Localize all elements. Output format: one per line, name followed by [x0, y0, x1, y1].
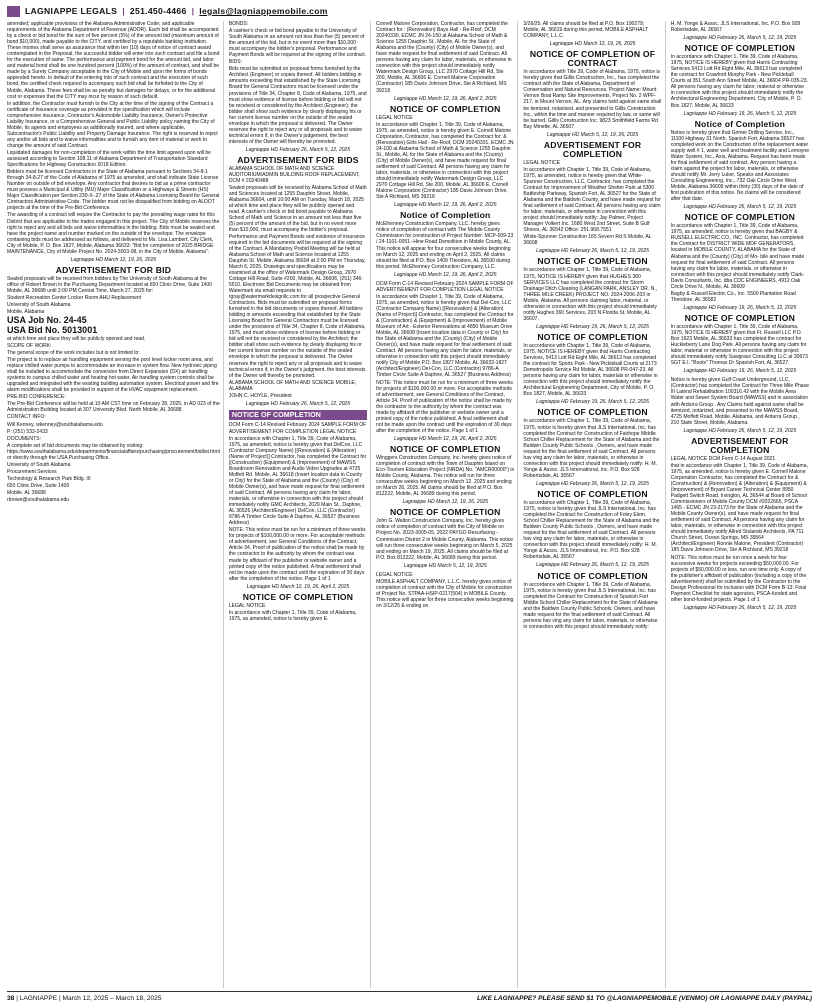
publication-run-dates: Lagniappe HD March 12, 19, 26, April 2, 2025	[394, 435, 497, 442]
publication-run-dates: Lagniappe HD February 26, March 5, 12, 19, 2025	[683, 204, 797, 211]
notice-paragraph: Notice is hereby given Gulf Coast Underground, LLC, (Contractor) has completed the Contract for Three Mile Phase III Lateral Rehabilitation 100316.42 with the Mobile Area Water and Sewer System Board (MAWSS) and in association with Ardurra Group . Any Claims held against same shall be itemized, notarized, and presented to the MAWSS Board, 4725 Moffett Road, Mobile, Alabama, and Ardurra Group , 210 State Street, Mobile, Alabama.	[670, 377, 809, 426]
notice-heading: NOTICE OF COMPLETION OF CONTRACT	[529, 49, 656, 69]
bid-number: USA Job No. 24-45	[7, 315, 87, 326]
notice-paragraph: The Pre-Bid Conference will be held at 10 AM CST time on February 28, 2025, in AD 023 of the Administration Building located at 307 University Blvd. North Mobile, AL 36688	[7, 401, 220, 414]
notice-paragraph: LEGAL NOTICE	[523, 159, 560, 166]
publication-run-dates: Lagniappe HD February 26, March 5, 12, 19, 2025	[683, 35, 797, 42]
notice-paragraph: LEGAL NOTICE	[228, 602, 266, 609]
notice-paragraph: DCM Form C-14 Revised February 2024 SAMPLE FORM OF ADVERTISEMENT FOR COMPLETION LEGAL NOTICE	[376, 280, 514, 293]
notice-heading: ADVERTISEMENT FOR COMPLETION	[543, 139, 642, 159]
header-separator: |	[122, 6, 125, 16]
publication-run-dates: Lagniappe HD February 26, March 5, 12, 19, 2025	[536, 562, 649, 569]
column-3	[376, 21, 518, 988]
notice-paragraph: In accordance with Chapter 1, Title 39, Code of Alabama, 1975, as amended, notice is hereby given E. Cornell Malone Corporation, Contractor, has completed the Contract for: & (Renovation) Girls Hall - Re-Roof, DCM 20240331, ECMC JN 24-100 at Alabama School of Math & Science 1255 Dauphin St., Mobile, AL for the State of Alabama and the (County) (City) of Mobile Owner(s), and have made request for final settlement of said Contract. All persons having any claim for labor, materials, or otherwise in connection with this project should immediately notify Watermark Design Group, LLC 2970 Cottage Hill Rd, Ste 200, Mobile, AL 36606 E. Cornell Malone Corporation (Contractor) 185 Davis Johnson Drive, Ste A Richland, MS 39218	[376, 121, 514, 201]
notice-paragraph: Mobile, AL 36688	[7, 489, 46, 496]
notice-paragraph: In addition, the Contractor must furnish to the City at the time of the signing of the Contract a certificate of insurance coverage as provided in the specification which will include comprehensive insurance, Contractor's Automobile Liability Insurance, Owner's Protective Liability Insurance, or a Comprehensive General and Public Liability policy naming the City of Mobile, its agents and employees as additionally insured, and where applicable, Subcontractor's Public Liability and Property Damage Insurance. The right is reserved to reject any and/or all bids and to waive informalities and to furnish any item of material or work to change the amount of said Contract.	[7, 100, 218, 149]
notice-paragraph: University of South Alabama	[7, 461, 71, 468]
notice-paragraph: NOTE: This notice must be run once a week for four successive weeks for projects exceeding $50,000.00. For projects of $50,000.00 or less, run one time only. A copy of the publisher's affidavit of publication (including a copy of the advertisement) shall be submitted by the Contractor to the Design Professional for inclusion with DCM Form B-13: Final Payment Checklist for state agencies, PSCA-funded and other bond-funded projects. Page 1 of 1	[670, 554, 807, 603]
notice-paragraph: In accordance with Chapter 1, Title 39, Code of Alabama, 1975, NOTICE IS HEREBY given that Harris Contracting Services, 5413 Lott Rd Eight Mile, AL 36613 has completed the contract for Sports Park - New Pickleball Courts at 2173 Demetropolis Service Rd Mobile, AL 36608 PR-047-23. All persons having any claim for labor, materials or otherwise in connection with this project should immediately notify the Architectural Engineering Department, City of Mobile, P. O. Box 1827, Mobile, AL 36633	[523, 342, 658, 398]
section-marker-icon	[7, 6, 20, 17]
notice-paragraph: LEGAL NOTICE	[376, 114, 413, 121]
publication-run-dates: Lagniappe HD February 19, 26, March 5, 12, 2025	[683, 110, 797, 117]
notice-paragraph: In accordance with Title 39, Code of Alabama, 1975, notice is hereby given that Gillis Construction, Inc., has completed the contract with the State of Alabama, Department of Conservation and Natural Resources. Project Name: Mount Vernon Boat Ramp Site Improvements, Project No. 2 WPF-217, in Mount Vernon, AL. Any claims held against same shall be itemized, notarized, and presented to Gillis Construction Inc., within the time and manner required by law, or same will be barred. Gillis Construction Inc. 9823 Smithfield Farms Rd Bay Minette, AL 36507	[523, 69, 662, 130]
notice-paragraph: PRE-BID CONFERENCE:	[7, 394, 66, 401]
notice-paragraph: A complete set of bid documents may be obtained by visiting: https://www.southalabama.edu/departments/financialaffairs/purchasing/procurement/bidlist.html or directly through the USA Purchasing Office.	[7, 442, 220, 461]
column-2	[229, 21, 371, 988]
notice-paragraph: Procurement Services	[7, 468, 57, 475]
notice-heading: ADVERTISEMENT FOR COMPLETION	[691, 435, 789, 455]
notice-paragraph: 3/26/25. All claims should be filed at P.O. Box 190279; Mobile, AL 36619 during this period. MOBILE ASPHALT COMPANY, L.L.C.	[523, 21, 648, 40]
notice-paragraph: Sealed proposals will be received by Alabama School of Math and Sciences located at 1255 Dauphin Street, Mobile, Alabama 36604, until 10:00 AM on Tuesday, March 18, 2025 at which time and place they will be publicly opened and read. A cashier's check or bid bond payable to Alabama School of Math and Science in an amount not less than five (5) percent of the amount of the bid, but in no event more than $10,000, must accompany the bidder's proposal. Performance and Payment Bonds and evidence of insurance required in the bid documents will be required at the signing of the Contract. A Mandatory Prebid Meeting will be held at Alabama School of Math and Science located at 1255 Dauphin St. Mobile, Alabama 36604 at 2:00 PM on Thursday, March 6, 2025. Drawings and specifications may be examined at the office of Watermark Design Group, 2970 Cottage Hill Road, Suite #200, Mobile, AL 36606, (251) 346-5510. Electronic Bid Documents may be obtained from Watermark via email requests to rgray@watermarkdesignllc.com for all prospective General Contractors. Bids must be submitted on proposal forms furnished in the bid documents or copies thereof. All bidders bidding in amounts exceeding that established by the State Licensing Board for General Contractors must be licensed under the provisions of Title 34, Chapter 8, Code of Alabama, 1975, and must show evidence of license before bidding or bid will not be received or considered by the Architect; the bidder shall show such evidence by clearly displaying his or her current license number on the outside of the sealed envelope in which the proposal is delivered. The Owner reserves the right to reject any or all proposals and to waive technical errors if, in the Owner's judgment, the best interests of the Owner will thereby be promoted.	[228, 185, 367, 379]
publication-run-dates: Lagniappe HD March 5, 12, 19, 2025	[403, 562, 487, 569]
page-footer	[7, 991, 812, 1005]
notice-paragraph: In accordance with Chapter 1, Title 39, Code of Alabama, 1975, notice is hereby given that JLS International, Inc. has completed the Contract for Construction of Spanish Fort Middle School Chiller Replacement for the State of Alabama and the Baldwin County Public Schools, Owners, and have made request for the final settlement of said Contract. All persons hav ving any claim for labor, materials, or otherwise in connection with this project should immediately notify:	[523, 581, 658, 630]
notice-paragraph: University of South Alabama	[7, 302, 71, 309]
notice-paragraph: NOTE: This notice must be run for a minimum of three weeks for projects of $100,000.00 or more. For acceptable methods of advertisement, see General Conditions of the Contract, Article 34. Proof of publication of the notice shall be made by the contractor to the authority by whom the contract was made by affidavit of the publisher or website owner and a printed copy of the notice published. A final settlement shall not be made upon the contract until the expiration of 30 days after the completion of the notice. Page 1 of 1	[228, 527, 366, 582]
notice-paragraph: The awarding of a contract will require the Contractor to pay the prevailing wage rates for this District that are applicable to the trades engaged in this project. The City of Mobile reserves the right to reject any and all bids and waive informalities in the bidding. Bids must be sealed and have the project name and number marked on the outside of the envelope. The envelope containing bids must be addressed as follows, and delivered to Ms. Lisa Lambert, City Clerk, City of Mobile, P. O. Box 1827, Mobile, Alabama 36633: "Bid for completion of 2025 BRIDGE MAINTENANCE, City of Mobile Project No. 2024-3003-08, in the City of Mobile, Alabama".	[7, 212, 220, 255]
notice-paragraph: at which time and place they will be publicly opened and read.	[7, 335, 146, 342]
notice-paragraph: BIDS:	[228, 59, 243, 66]
notice-paragraph: DCM Form C-14 Revised February 2024 SAMPLE FORM OF ADVERTISEMENT FOR COMPLETION LEGAL NOTICE	[228, 422, 367, 435]
notice-heading-banner: NOTICE OF COMPLETION	[229, 410, 367, 421]
section-title: LAGNIAPPE LEGALS	[25, 6, 118, 16]
publication-run-dates: Lagniappe HD February 26, March 5, 12, 2025	[245, 400, 351, 407]
footer-separator: |	[16, 995, 20, 1002]
issue-dates: March 12, 2025 – March 18, 2025	[62, 995, 162, 1002]
publication-run-dates: Lagniappe HD February 19, 26, March 5, 12, 2025	[536, 399, 649, 406]
footer-separator: |	[58, 995, 63, 1002]
notice-heading: NOTICE OF COMPLETION	[390, 507, 501, 518]
notice-heading: NOTICE OF COMPLETION	[390, 443, 501, 454]
notice-heading: NOTICE OF COMPLETION	[537, 488, 648, 499]
column-5	[671, 21, 812, 988]
notice-paragraph: Bagby & Russell Electric Co., Inc. 5500 Plantation Road Theodore, AL 36582	[670, 290, 796, 303]
notice-heading: NOTICE OF COMPLETION	[684, 212, 796, 223]
legal-notice-columns	[7, 21, 812, 988]
notice-paragraph: Notice is hereby given that Grimer Drilling Service, Inc., 11100 Highway 31 North, Spanish Fort, Alabama 36527 has completed work on the Construction of the replacement water supply well # 1, water well and treatment facility and Lemoyne Water System, Inc., Axis, Alabama. Request has been made for final settlement of said contract. Any person having a claim against the project for labor, materials, or otherwise should notify Mr. Jerry Luker, Speaks and Associates Consulting Engineering, Inc., 732 Oak Circle Drive West, Mobile, Alabama 36609 within thirty (30) days of the date of first publication of this notice. No claims will be considered after that date.	[670, 129, 810, 203]
publication-run-dates: Lagniappe HD March 12, 19, 26, April 2, 2025	[394, 271, 497, 278]
notice-paragraph: CONTACT INFO:	[7, 414, 46, 421]
notice-paragraph: Bids must be submitted on proposal forms furnished by the Architect (Engineer) or copies thereof. All bidders bidding in amounts exceeding that established by the State Licensing Board for General Contractors must be licensed under the provisions of Title 34, Chapter 8, Code of Alabama, 1975, and must show evidence of license before bidding or bid will not be received or considered by the Architect (Engineer); the bidder shall show such evidence by clearly displaying his or her current license number on the outside of the sealed envelope in which the proposal is delivered. The Owner reserves the right to reject any or all proposals and to waive technical errors if, in the Owner's judgement, the best interests of the Owner will thereby be promoted.	[228, 66, 367, 145]
publication-run-dates: Lagniappe HD March 12, 19, 26, April 2, 2025	[394, 202, 497, 209]
notice-paragraph: White-Spunner Construction 165 Severn Rd S Mobile, AL 36608	[523, 234, 652, 247]
notice-paragraph: McElhenney Construction Company, LLC. hereby gives notice of completion of contract with The Mobile County Commission for construction of Project Number: MCP-009-23 / 24-1101-0051--Hine Road Demolition in Mobile County, AL. This notice will appear for four consecutive weeks beginning on March 12, 2025 and ending on April 2, 2025. All claims should be filed at P.O. Box 1409 Theodore, AL 36590 during this period. McElhenney Construction Company, LLC.	[376, 221, 514, 270]
notice-paragraph: BONDS:	[228, 21, 249, 27]
notice-paragraph: LEGAL NOTICE DCM Form C-14 August 2021	[670, 455, 776, 462]
notice-paragraph: SCOPE OF WORK:	[7, 342, 52, 349]
column-1	[7, 21, 224, 988]
notice-paragraph: that in accordance with Chapter 1, Title 39, Code of Alabama, 1975, as amended, notice is hereby given E. Cornell Malone Corporation Contractor, has completed the Contract for & (Construction) & (Renovation) & (Alteration) & (Equipment) & (Improvement) of Bryant Career Technical Center 8950 Padgett Switch Road, Irvington, AL 36544 at Board of School Commissioners of Mobile County DCM #2022665, PSCA 1465 - ECMC JN 23-2173 for the State of Alabama and the Mobile County Owner(s), and have made request for final settlement of said Contract. All persons having any claim for labor, materials, or otherwise in connection with this project should immediately notify Allred Stolarski Architects, PA 711 Church Street, Ocean Springs, MS 39564 (Architect/Engineer) Ronnie Malone, President (Contractor) 185 Davis Johnson Drive, Ste A Richland, MS 39218	[670, 462, 808, 554]
notice-paragraph: The general scope of the work includes but is not limited to:	[7, 350, 140, 356]
notice-paragraph: ALABAMA SCHOOL OF MATH AND SCIENCE MOBILE, ALABAMA	[228, 379, 357, 392]
notice-paragraph: In accordance with Chapter 1, Title 39, Code of Alabama, 1975, NOTICE IS HEREBY given that HUGHES 360 SERVICES LLC has completed the contract for Storm Drainage Ditch Cleaning (LANGAN PARK, ANSLEY DR. N., THREE MILE CREEK) PROJECT NO. 2024-2006-203 in Mobile, Alabama. All persons claiming labor, material, or otherwise in connection with this project should immediately notify Hughes 360 Services, 203 N Florida St. Mobile, AL 36607.	[523, 267, 658, 322]
notice-paragraph: Student Recreation Center Locker Room AHU Replacement	[7, 294, 142, 301]
notice-paragraph: JOHN C. HOYLE, President	[228, 392, 292, 399]
notice-paragraph: In accordance with Chapter 1, Title 39, Code of Alabama, 1975, notice is hereby given that JLS International, Inc. has completed the Contract for Construction of Fairhope Middle School Chiller Replacement for the State of Alabama and the Baldwin County Public Schools , Owners, and have made request for the final settlement of said Contract. All persons hav ving any claim for labor, materials, or otherwise in connection with this project should immediately notify: H. M. Yonge & Assoc. JLS International, Inc. P.O. Box 928 Robertsdale, AL 36567	[523, 418, 660, 479]
notice-paragraph: In accordance with Chapter 1, Title 39, Code of Alabama, 1975, NOTICE IS HEREBY given that Harris Contracting Services 5413 Lott Rd Eight Mile, AL 36613 has completed the contract for Crawford Murphy Park - New Pickleball Courts at 351 South Ann Street Mobile, AL 36604 PR-035-23. All persons having any claim for labor, material or otherwise in connection with this project should immediately notify the Architectural Engineering Department, City of Mobile, P. O. Box 1827, Mobile, AL 36633	[670, 54, 809, 109]
page-number: 38	[7, 995, 15, 1002]
publication-run-dates: Lagniappe HD February 26, March 5, 12, 19, 2025	[683, 427, 797, 434]
publication-run-dates: Lagniappe HD March 12, 19, 26, 2025	[70, 256, 157, 263]
notice-paragraph: In accordance with Chapter 1, Title 39, Code of Alabama, 1975, as amended, notice is hereby given that DelCon, LLC (Contractor Company Name) [(Renovation) & (Alteration) (Name of Project)] Contractor, has completed the Contract for [(Construction) (Equipment) & (Improvement) of MAWSS Boardroom Renovation and Audio Video Upgrades at 4725 Moffett Rd. Mobile, AL 36618 (Insert location data in County or City) for the State of Alabama and the (County) (City) of Mobile Owner(s), and have made request for final settlement of said Contract. All persons having any claim for labor, materials, or otherwise in connection with this project should immediately notify GMC Architects, 2029 Main St., Daphne, AL 36526 (Architect/Engineer) DelCon, LLC (Contractor) 9786-A Timber Circle Suite A Daphne, AL 36527 (Business Address)	[228, 435, 367, 527]
notice-heading: NOTICE OF COMPLETION	[537, 331, 648, 342]
notice-paragraph: John G. Walton Construction Company, Inc. hereby gives notice of completion of contract with the City of Mobile on Project No. 2023-3005-05, 2022 PAYGO Resurfacing - Commission District 2 in Mobile County, Alabama. This notice will run three consecutive weeks beginning on March 5, 2025 and ending on March 19, 2025. All claims should be filed at P.O. Box 812222, Mobile, AL 36689 during this period.	[376, 518, 514, 561]
notice-paragraph: NOTE: This notice must be run for a minimum of three weeks for projects of $100,000.00 or more. For acceptable methods of advertisement, see General Conditions of the Contract, Article 34. Proof of publication of the notice shall be made by the contractor to the authority by whom the contract was made by affidavit of the publisher or website owner and a printed copy of the notice published. A final settlement shall not be made upon the contract until the expiration of 30 days after the completion of the notice. Page 1 of 1	[376, 379, 513, 434]
notice-paragraph: H. M. Yonge & Assoc. JLS International, Inc. P.O. Box 928 Robertsdale, AL 36567	[670, 21, 801, 34]
donation-promo: LIKE LAGNIAPPE? PLEASE SEND $1 TO @LAGNIAPPEMOBILE (VENMO) OR LAGNIAPPE DAILY (PAYPAL)	[476, 995, 812, 1002]
notice-paragraph: Liquidated damages for non-completion of the work within the time limit agreed upon will be assessed according to Section 108.11 of Alabama Department of Transportation Standard Specifications for Highway Construction 2018 Edition.	[7, 149, 211, 169]
notice-paragraph: In accordance with Chapter 1, Title 39, Code of Alabama, 1975, as amended, notice is hereby given E.	[228, 609, 357, 622]
notice-paragraph: In accordance with Chapter 1, Title 39, Code of Alabama, 1975, as amended, notice is hereby given that BAGBY & RUSSELL ELECTRIC CO., INC. Contractor, has completed the Contract for DISTRICT WIDE MDF GENERATORS, located in MOBILE COUNTY, ALABAMA for the State of Alabama and the (County) (City) of Mo- bile and have made request for final settlement of said Contract. All persons having any claim for labor, materials, or otherwise in connection with this project should immediately notify Clark-Davis Consultants, Inc. dba CDC ENGINEERS, 4912 Oak Circle Drive N., Mobile, AL 36609	[670, 223, 805, 290]
notice-paragraph: ALABAMA SCHOOL OF MATH AND SCIENCE AUDITORIUM/ADMIN BUILDING ROOF REPLACEMENT, DCM # 20240488	[228, 166, 360, 185]
notice-heading: Notice of Completion	[400, 210, 491, 221]
publication-run-dates: Lagniappe HD February 19, 26, March 5, 12, 2025	[683, 368, 797, 375]
publication-run-dates: Lagniappe HD February 19, 26, March 5, 12, 2025	[683, 304, 797, 311]
bid-number: USA Bid No. 5013001	[7, 325, 98, 336]
notice-paragraph: In accordance with Chapter 1, Title 39, Code of Alabama, 1975, NOTICE IS HEREBY given that Ft. Russell LLC P.O. Box 1623 Mobile, AL 36633 has completed the contract for Huckleberry Lane Dog Park. All persons having any claim for labor, material or otherwise in connection with this project should immediately notify Sawgrass Consulting LLC at 30673 SGT E.I. "Boots" Thomas Dr Spanish Fort, AL 36527.	[670, 323, 808, 367]
notice-heading: NOTICE OF COMPLETION	[684, 43, 796, 54]
notice-paragraph: Winggers Construction Company, Inc. hereby gives notice of completion of contract with the Town of Dauphin Island on Eco-Tourism Education Project (NRDA) No. "AMCR00000") in Mobile County, Alabama. This notice will run for three consecutive weeks beginning on March 12, 2025 and ending on March 26, 2025. All claims should be filed at P.O. Box 812222, Mobile, AL 36689 during this period.	[376, 455, 515, 498]
notice-paragraph: Mobile, Alabama	[7, 309, 45, 316]
notice-paragraph: A cashier's check or bid bond payable to the University of South Alabama in an amount not less than five (5) percent of the amount of the bid, but in no event more than $10,000 must accompany the bidder's proposal. Performance and Payment Bonds will be required at the signing of the contract.	[228, 28, 367, 59]
notice-heading: NOTICE OF COMPLETION	[242, 591, 354, 602]
notice-paragraph: Cornell Malone Corporation, Contractor, has completed the Contract for : (Renovation) Bays Hall - Re-Roof, DCM 20240330, ECMC JN 24-150 at Alabama School of Math & Science 1255 Dauphin St., Mobile, AL for the State of Alabama and the (County) (City) of Mobile Owner(s), and have made request for final settlement of said Contract. All persons having any claim for labor, materials, or otherwise in connection with this project should immediately notify Watermark Design Group, LLC 2970 Cottage Hill Rd, Ste 200, Mobile, AL 36606 E. Cornell Malone Corporation (Contractor) 185 Davis Johnson Drive, Ste A Richland, MS 39218	[376, 21, 512, 94]
publication-run-dates: Lagniappe HD March 12, 19, 26, 2025	[549, 41, 636, 48]
notice-paragraph: amended; applicable provisions of the Alabama Administrative Code; and applicable requirements of the Alabama Department of Revenue (ADOR). Each bid shall be accompanied by a check or bid bond for the sum of five percent (5%) of the amount bid (maximum amount of bond $10,000), made payable to the CITY, and certified by a reputable banking institution. These monies shall serve as assurance that within ten (10) days of notice of contract award contemplated in the Proposal, the successful bidder will enter into such contract and file a bond for the execution of same. The performance and payment bond for the amount bid, and labor and material bond shall be one hundred percent (100%) of the amount of contract, and shall be made by a Surety Company acceptable to the City of Mobile and upon the forms of bonds appended hereto. In default of the entering into of such contract and the execution of such bond, the certified check required to accompany such bid shall be forfeited to the City of Mobile, Alabama. These fees shall be as penalty but damages for delays, or for the additional cost or expenses that the CITY may incur by reason of such default.	[7, 21, 220, 100]
notice-paragraph: The project is to replace air handling equipment serving the pool level locker room area, and replace chilled water pumps to accommodate an increase in system flow. New hydronic piping shall be installed to accommodate the conversion from Direct Expansion (DX) air handling systems to campus chilled water and heating hot water. Air handling system controls shall be upgraded and integrated with the existing building automation system. Electrical power and fire alarm modifications shall be provided in support of the HVAC equipment replacement.	[7, 357, 219, 394]
notice-paragraph: Technology & Research Park Bldg. III	[7, 475, 91, 482]
notice-heading: ADVERTISEMENT FOR BIDS	[237, 154, 359, 165]
publication-run-dates: Lagniappe HD February 26, March 5, 12, 19, 2025	[536, 480, 649, 487]
notice-paragraph: P: (251) 533-2433	[7, 428, 48, 435]
notice-heading: NOTICE OF COMPLETION	[537, 407, 648, 418]
publication-run-dates: Lagniappe HD March 12, 19, 26, April 2, 2025	[394, 95, 497, 102]
notice-heading: Notice of Completion	[694, 118, 786, 129]
notice-paragraph: DOCUMENTS:	[7, 435, 41, 442]
notice-paragraph: Bidders must be licensed Contractors in the State of Alabama pursuant to Sections 34-8-1 through 34-8-27 of the Code of Alabama of 1975 as amended, and shall indicate State License Number on outside of bid envelope. Any contractor that desires to bid as a prime contractor must possess a Municipal & Utility (MU) Major Classification or a Highways & Streets (HS) Major Classification per Section 230-X-.27 of the State of Alabama Licensing Board for General Contractors Administrative Code. The bidder must not be disqualified from bidding on ALDOT projects at the time of the Pre-Bid Conference.	[7, 169, 220, 212]
page-header	[7, 4, 812, 18]
publication-run-dates: Lagniappe HD March 12, 19, 26, April 2, 2025	[246, 583, 350, 590]
header-phone: 251.450-4466	[129, 6, 187, 16]
publication-run-dates: Lagniappe HD March 5, 12, 19, 26, 2025	[546, 131, 639, 138]
header-separator: |	[191, 6, 195, 16]
notice-paragraph: Sealed proposals will be received from bidders by The University of South Alabama at the office of Robert Brown in the Purchasing Department located at 650 Clinic Drive, Suite 1400 Mobile, AL 36688 until 2:00 PM Central Time, March 27, 2025 for:	[7, 275, 212, 294]
notice-paragraph: In accordance with Chapter 1, Title 39, Code of Alabama, 1975, as amended, notice is hereby given that White-Spunner Construction, LLC, Contractor, has completed the Contract for Improvement of Weather Shelter Park at 5300 Battleship Parkway, Spanish Fort, AL 36527 for the State of Alabama and the Baldwin County, and have made request for final settlement of said Contract. All persons having any claim for labor, materials, or otherwise in connection with this project should immediately notify: Jay Palmer, Project Manager Volkert Inc. 1680 West 2nd Street, Suite B Gulf Shores, AL 36542 Office: 251.968.7551	[523, 166, 661, 234]
notice-heading: NOTICE OF COMPLETION	[684, 312, 796, 323]
column-4	[523, 21, 665, 988]
notice-paragraph: 650 Clinic Drive, Suite 1400	[7, 482, 70, 489]
notice-heading: NOTICE OF COMPLETION	[390, 103, 501, 114]
publication-run-dates: Lagniappe HD March 12, 19, 26, 2025	[402, 499, 489, 506]
header-email-link[interactable]: legals@lagniappemobile.com	[199, 6, 328, 16]
notice-paragraph: Will Kenney, wkenney@southalabama.edu	[7, 421, 103, 428]
notice-paragraph: MOBILE ASPHALT COMPANY, L.L.C. hereby gives notice of completion of contract with the City of Mobile for construction of Project No. STPAA-HSIP-0217(504) in MOBILE County. This notice will appear for three consecutive weeks beginning on 3/12/25 & ending on	[376, 578, 514, 609]
notice-paragraph: In accordance with Chapter 1, Title 39, Code of Alabama, 1975, notice is hereby given that JLS International, Inc. has completed the Contract for Construction of Foley Elem. School Chiller Replacement for the State of Alabama and the Baldwin County Public Schools , Owners, and have made request for the final settlement of said Contract. All persons hav ving any claim for labor, materials, or otherwise in connection with this project should immediately notify: H. M. Yonge & Assoc. JLS International, Inc. P.O. Box 928 Robertsdale, AL 36567	[523, 499, 660, 561]
publication-run-dates: Lagniappe HD February 26, March 5, 12, 19, 2025	[536, 248, 649, 255]
notice-heading: ADVERTISEMENT FOR BID	[55, 264, 172, 275]
notice-paragraph: In accordance with Chapter 1, Title 39, Code of Alabama, 1975, as amended, notice is hereby given that Del-Con, LLC (Contractor Company Name) [(Renovation) & (Alteration) (Name of Project)] Contractor, has completed the Contract for & (Construction) & (Equipment) & (Improvement) of Mobile Museum of Art - Exterior Renovations at 4850 Museum Drive Mobile, AL 36608 (Insert location data in County or City) for the State of Alabama and the (County) (City) of Mobile Owner(s), and have made request for final settlement of said Contract. All persons having any claim for labor, materials, or otherwise in connection with this project should immediately notify City of Mobile P.O. Box 1827 Mobile, AL 36633-1827 (Architect/Engineer) Del-Con, LLC (Contractor) 9786-A Timber Circle Suite A Daphne, AL 36527 (Business Address)	[376, 293, 514, 379]
publication-run-dates: Lagniappe HD February 26, March 5, 12, 19, 2025	[683, 604, 797, 611]
notice-paragraph: rbrown@southalabama.edu	[7, 497, 70, 504]
publication-run-dates: Lagniappe HD February 19, 26, March 5, 12, 2025	[536, 323, 649, 330]
notice-heading: NOTICE OF COMPLETION	[537, 570, 648, 581]
notice-heading: NOTICE OF COMPLETION	[537, 256, 648, 267]
publication-run-dates: Lagniappe HD February 26, March 5, 12, 2025	[245, 146, 351, 153]
notice-paragraph: LEGAL NOTICE	[376, 571, 413, 578]
publication-name: LAGNIAPPE	[19, 995, 58, 1002]
